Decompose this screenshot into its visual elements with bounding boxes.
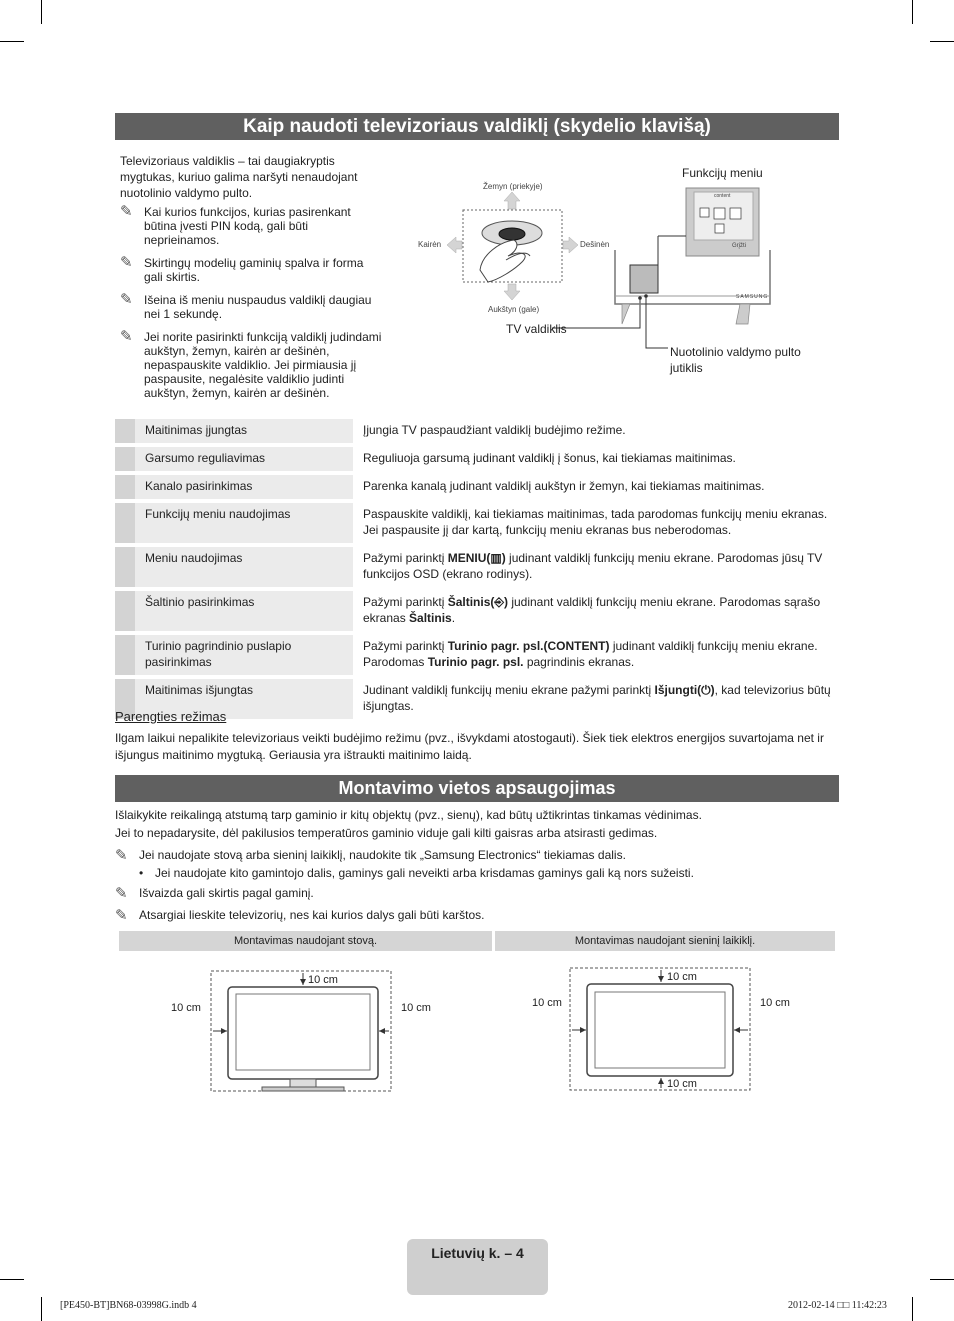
arrow-up-icon	[504, 192, 520, 209]
bullet-item: • Jei naudojate kito gamintojo dalis, gaminys gali neveikti arba krisdamas gaminys gali ką nors sužeisti.	[139, 866, 694, 880]
function-desc: Pažymi parinktį Šaltinis(⎆) judinant valdiklį funkcijų meniu ekrane. Parodomas sąrašo ekranas Šaltinis.	[363, 595, 821, 625]
pencil-note-icon: ✎	[120, 254, 133, 271]
function-desc: Parenka kanalą judinant valdiklį aukštyn ir žemyn, kai tiekiamas maitinimas.	[363, 479, 765, 493]
dist-top-stand: 10 cm	[308, 974, 338, 986]
pencil-note-icon: ✎	[120, 291, 133, 308]
pencil-note-icon: ✎	[115, 847, 128, 864]
dist-left-wall: 10 cm	[532, 997, 562, 1009]
intro-text: Televizoriaus valdiklis – tai daugiakryptis mygtukas, kuriuo galima naršyti nenaudojant nuotolinio valdymo pulto.	[120, 154, 358, 200]
table-row	[115, 547, 839, 587]
function-desc: Reguliuoja garsumą judinant valdiklį į šonus, kai tiekiamas maitinimas.	[363, 451, 736, 465]
function-name: Funkcijų meniu naudojimas	[135, 503, 353, 543]
function-name: Garsumo reguliavimas	[135, 447, 353, 471]
function-desc: Pažymi parinktį MENIU(▥) judinant valdiklį funkcijų meniu ekrane. Parodomas jūsų TV funkcijos OSD (ekrano rodinys).	[363, 551, 823, 581]
table-row	[115, 419, 839, 443]
pencil-note-icon: ✎	[115, 885, 128, 902]
finger-icon	[480, 240, 525, 282]
arrow-left-icon	[447, 237, 462, 253]
wall-install-header: Montavimas naudojant sieninį laikiklį.	[495, 931, 835, 951]
stand-install-header: Montavimas naudojant stovą.	[119, 931, 492, 951]
controller-knob	[499, 228, 525, 240]
note-item: ✎ Atsargiai lieskite televizorių, nes kai kurios dalys gali būti karštos.	[115, 907, 485, 924]
arrow-down-icon	[504, 284, 520, 300]
note-item: ✎ Jei naudojate stovą arba sieninį laikiklį, naudokite tik „Samsung Electronics“ tiekiamas dalis.	[115, 847, 626, 864]
standby-text: Ilgam laikui nepalikite televizoriaus veikti budėjimo režimu (pvz., išvykdami atostogauti). Šiek tiek elektros energijos suvartojama net ir išjungus maitinimo mygtuką. Geriausia yra ištraukti maitinimo laidą.	[115, 731, 824, 762]
dist-right-stand: 10 cm	[401, 1002, 431, 1014]
table-row	[115, 503, 839, 543]
table-row	[115, 447, 839, 471]
function-name: Maitinimas įjungtas	[135, 419, 353, 443]
dist-bottom-wall: 10 cm	[667, 1078, 697, 1090]
direction-right-label: Dešinėn	[580, 240, 610, 249]
print-file-info: [PE450-BT]BN68-03998G.indb 4	[60, 1300, 197, 1311]
tv-controller-label: TV valdiklis	[506, 322, 567, 336]
direction-left-label: Kairėn	[418, 240, 442, 249]
note-item: ✎ Skirtingų modelių gaminių spalva ir forma gali skirtis.	[120, 254, 364, 284]
direction-up-label: Žemyn (priekyje)	[483, 182, 543, 191]
note-item: ✎ Jei norite pasirinkti funkciją valdiklį judindami aukštyn, žemyn, kairėn ar dešinėn, nepaspauskite valdiklio. Jei pirmiausia jį paspausite, negalėsite valdiklio judinti aukštyn, žemyn, kairėn ar dešinėn.	[120, 328, 382, 400]
dist-left-stand: 10 cm	[171, 1002, 201, 1014]
brand-logo: SAMSUNG	[736, 294, 769, 300]
function-name: Meniu naudojimas	[135, 547, 353, 587]
wall-install-diagram	[560, 960, 760, 1095]
section-title-controller: Kaip naudoti televizoriaus valdiklį (skydelio klavišą)	[115, 113, 839, 140]
function-name: Šaltinio pasirinkimas	[135, 591, 353, 631]
remote-sensor-label: Nuotolinio valdymo pulto jutiklis	[670, 345, 801, 375]
function-name: Kanalo pasirinkimas	[135, 475, 353, 499]
standby-heading: Parengties režimas	[115, 709, 227, 724]
note-item: ✎ Kai kurios funkcijos, kurias pasirenkant būtina įvesti PIN kodą, gali būti neprieinamos.	[120, 203, 351, 247]
bullet-icon: •	[139, 866, 144, 880]
function-desc: Paspauskite valdiklį, kai tiekiamas maitinimas, tada parodomas funkcijų meniu ekranas. Jei paspausite jį dar kartą, funkcijų meniu ekranas bus neberodomas.	[363, 507, 828, 537]
page-number: Lietuvių k. – 4	[431, 1245, 524, 1261]
function-name: Turinio pagrindinio puslapio pasirinkimas	[135, 635, 353, 675]
table-row	[115, 591, 839, 631]
pencil-note-icon: ✎	[120, 203, 133, 220]
function-desc: Įjungia TV paspaudžiant valdiklį budėjimo režime.	[363, 423, 626, 437]
table-row	[115, 475, 839, 499]
function-menu-label: Funkcijų meniu	[682, 166, 763, 180]
function-desc: Pažymi parinktį Turinio pagr. psl.(CONTENT) judinant valdiklį funkcijų meniu ekrane. Parodomas Turinio pagr. psl. pagrindinis ekranas.	[363, 639, 818, 669]
function-name: Maitinimas išjungtas	[135, 679, 353, 719]
print-date-info: 2012-02-14 □□ 11:42:23	[788, 1300, 887, 1311]
stand-install-diagram	[200, 965, 400, 1095]
controller-function-table	[115, 415, 839, 723]
note-item: ✎ Išeina iš meniu nuspaudus valdiklį daugiau nei 1 sekundę.	[120, 291, 372, 321]
installation-line-1: Išlaikykite reikalingą atstumą tarp gaminio ir kitų objektų (pvz., sienų), kad būtų užtikrintas tinkamas vėdinimas.	[115, 808, 702, 822]
function-desc: Judinant valdiklį funkcijų meniu ekrane pažymi parinktį Išjungti(⏻), kad televizorius būtų išjungtas.	[363, 683, 831, 713]
section-title-installation: Montavimo vietos apsaugojimas	[115, 775, 839, 802]
direction-down-label: Aukštyn (gale)	[488, 305, 540, 314]
installation-line-2: Jei to nepadarysite, dėl pakilusios temperatūros gaminio viduje gali kilti gaisras arba atsirasti gedimas.	[115, 826, 658, 840]
table-row	[115, 635, 839, 675]
dist-right-wall: 10 cm	[760, 997, 790, 1009]
arrow-right-icon	[563, 237, 578, 253]
pencil-note-icon: ✎	[120, 328, 133, 345]
dist-top-wall: 10 cm	[667, 971, 697, 983]
content-label: content	[714, 193, 731, 199]
note-item: ✎ Išvaizda gali skirtis pagal gaminį.	[115, 885, 314, 902]
intro-block	[120, 153, 385, 400]
return-label: Grįžti	[732, 243, 746, 249]
pencil-note-icon: ✎	[115, 907, 128, 924]
